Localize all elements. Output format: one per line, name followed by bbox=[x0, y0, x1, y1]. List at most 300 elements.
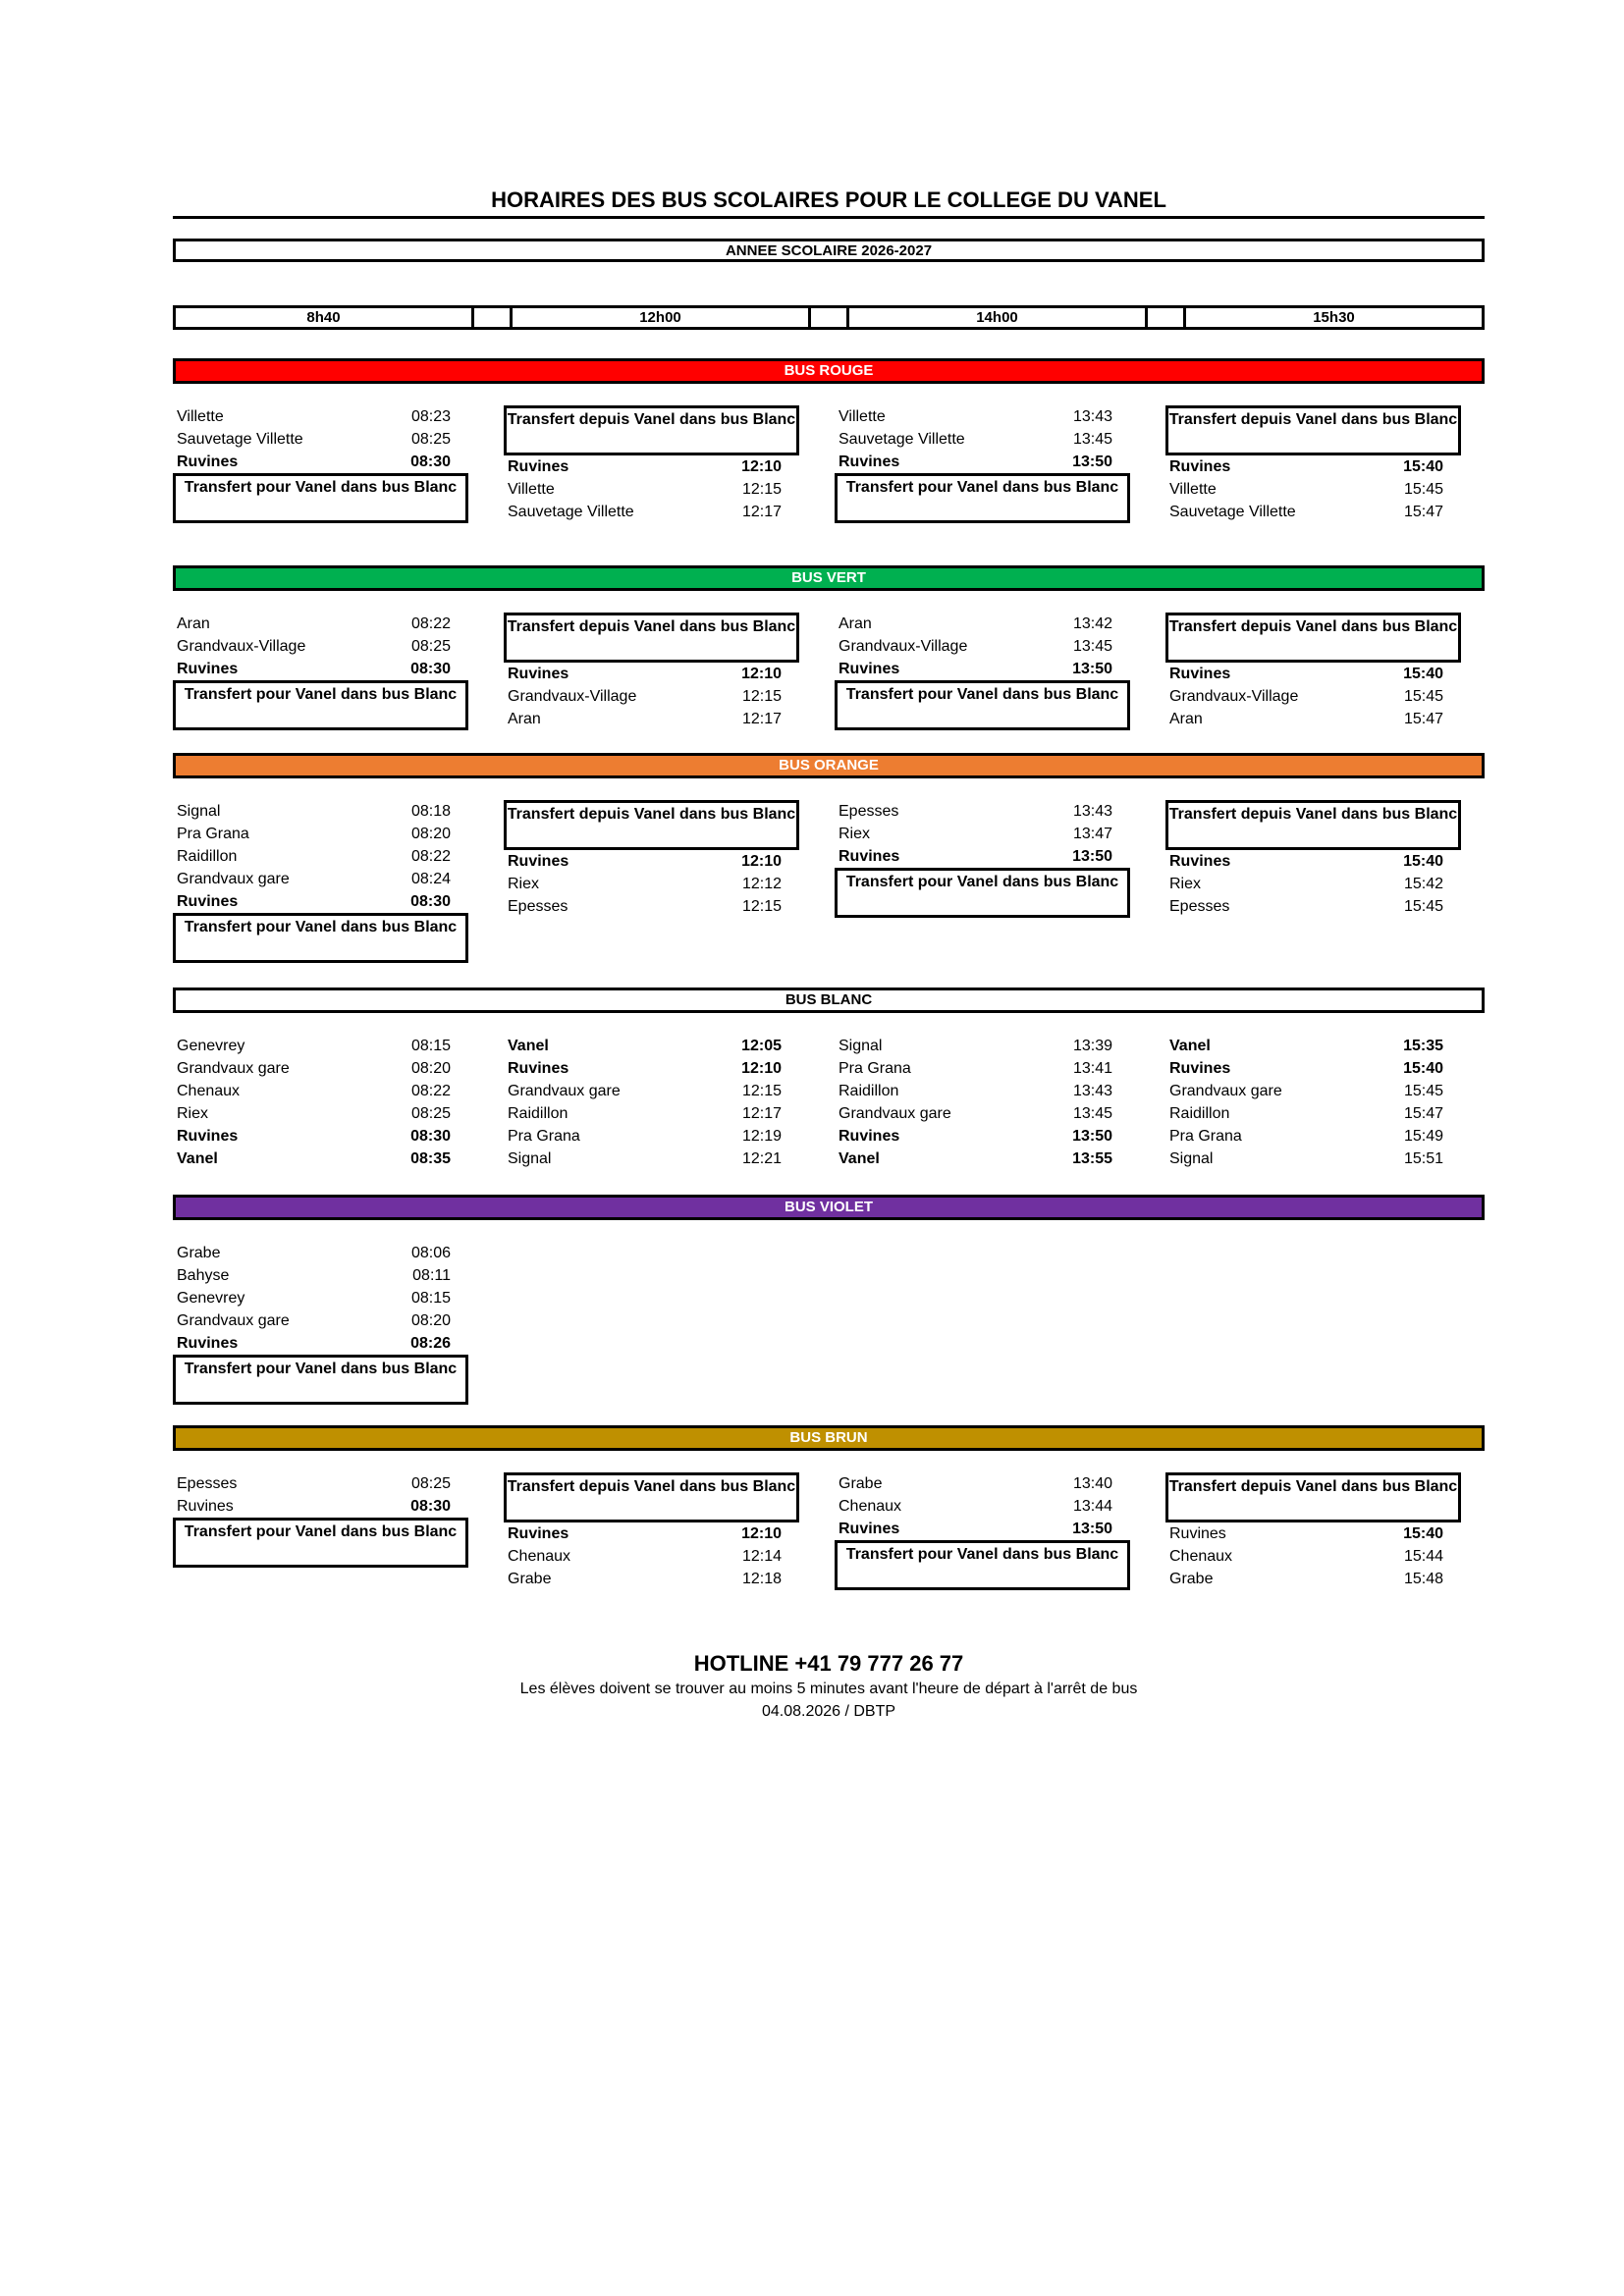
bus-route-section bbox=[173, 358, 1485, 523]
stop-time: 15:45 bbox=[1403, 898, 1443, 915]
time-slot-gap bbox=[808, 308, 846, 327]
schedule-column bbox=[173, 405, 468, 523]
stop-row bbox=[835, 428, 1130, 451]
stop-name: Grandvaux gare bbox=[1169, 1083, 1282, 1099]
stop-name: Ruvines bbox=[1169, 853, 1231, 870]
stop-name: Villette bbox=[1169, 481, 1217, 498]
stop-name: Villette bbox=[839, 408, 886, 425]
stop-name: Ruvines bbox=[508, 1060, 569, 1077]
stop-row bbox=[1165, 895, 1461, 918]
time-slot-gap bbox=[471, 308, 510, 327]
stop-row bbox=[173, 823, 468, 845]
stop-name: Bahyse bbox=[177, 1267, 230, 1284]
stop-name: Epesses bbox=[839, 803, 899, 820]
stop-time: 13:45 bbox=[1072, 638, 1112, 655]
stop-time: 15:48 bbox=[1403, 1571, 1443, 1587]
stop-row bbox=[504, 1057, 799, 1080]
stop-name: Ruvines bbox=[1169, 1525, 1226, 1542]
stop-time: 08:24 bbox=[410, 871, 451, 887]
stop-name: Riex bbox=[1169, 876, 1202, 892]
stop-time: 13:50 bbox=[1072, 454, 1112, 470]
stop-name: Signal bbox=[839, 1038, 883, 1054]
stop-time: 13:50 bbox=[1072, 848, 1112, 865]
stop-row bbox=[1165, 455, 1461, 478]
time-slot-3: 14h00 bbox=[846, 308, 1145, 327]
transfer-box: Transfert depuis Vanel dans bus Blanc bbox=[504, 800, 799, 850]
stop-name: Ruvines bbox=[508, 458, 569, 475]
stop-time: 08:22 bbox=[410, 1083, 451, 1099]
stop-row bbox=[173, 1125, 468, 1148]
stop-row bbox=[835, 800, 1130, 823]
stop-name: Aran bbox=[177, 615, 210, 632]
stop-name: Vanel bbox=[839, 1150, 880, 1167]
stop-row bbox=[1165, 1148, 1461, 1170]
stop-name: Genevrey bbox=[177, 1290, 245, 1307]
stop-row bbox=[835, 823, 1130, 845]
stop-time: 08:30 bbox=[410, 454, 451, 470]
stop-row bbox=[1165, 850, 1461, 873]
route-columns bbox=[173, 405, 1485, 523]
stop-row bbox=[1165, 663, 1461, 685]
stop-time: 08:18 bbox=[410, 803, 451, 820]
stop-name: Ruvines bbox=[1169, 458, 1231, 475]
stop-name: Aran bbox=[839, 615, 872, 632]
stop-time: 15:40 bbox=[1403, 1060, 1443, 1077]
stop-name: Riex bbox=[839, 826, 871, 842]
stop-name: Grandvaux gare bbox=[839, 1105, 951, 1122]
stop-name: Pra Grana bbox=[177, 826, 249, 842]
stop-row bbox=[835, 658, 1130, 680]
stop-row bbox=[835, 1148, 1130, 1170]
stop-name: Raidillon bbox=[177, 848, 238, 865]
stop-row bbox=[173, 1472, 468, 1495]
transfer-box: Transfert depuis Vanel dans bus Blanc bbox=[504, 613, 799, 663]
stop-time: 13:39 bbox=[1072, 1038, 1112, 1054]
stop-time: 15:40 bbox=[1403, 666, 1443, 682]
stop-row bbox=[1165, 1102, 1461, 1125]
stop-row bbox=[504, 685, 799, 708]
footer-note: Les élèves doivent se trouver au moins 5 minutes avant l'heure de départ à l'arrêt de bus bbox=[519, 1681, 1138, 1697]
stop-row bbox=[173, 845, 468, 868]
schedule-column bbox=[504, 800, 799, 963]
stop-name: Vanel bbox=[508, 1038, 549, 1054]
stop-time: 13:43 bbox=[1072, 1083, 1112, 1099]
hotline: HOTLINE +41 79 777 26 77 bbox=[693, 1651, 964, 1676]
schedule-column bbox=[504, 1242, 799, 1405]
stop-row bbox=[504, 478, 799, 501]
stop-time: 08:20 bbox=[410, 1060, 451, 1077]
bus-route-section bbox=[173, 1195, 1485, 1405]
stop-name: Riex bbox=[177, 1105, 209, 1122]
stop-name: Ruvines bbox=[177, 1335, 239, 1352]
stop-row bbox=[173, 405, 468, 428]
schedule-column bbox=[1165, 405, 1461, 523]
stop-time: 15:47 bbox=[1403, 1105, 1443, 1122]
stop-time: 08:25 bbox=[410, 638, 451, 655]
stop-row bbox=[835, 1035, 1130, 1057]
page-title: HORAIRES DES BUS SCOLAIRES POUR LE COLLEGE DU VANEL bbox=[491, 187, 1166, 212]
transfer-box: Transfert depuis Vanel dans bus Blanc bbox=[1165, 800, 1461, 850]
stop-row bbox=[504, 663, 799, 685]
schedule-column bbox=[504, 405, 799, 523]
stop-time: 08:23 bbox=[410, 408, 451, 425]
stop-row bbox=[835, 1102, 1130, 1125]
stop-time: 12:15 bbox=[741, 481, 782, 498]
stop-name: Signal bbox=[177, 803, 221, 820]
schedule-column bbox=[1165, 613, 1461, 730]
schedule-column bbox=[504, 1035, 799, 1170]
stop-time: 08:30 bbox=[410, 1128, 451, 1145]
stop-row bbox=[504, 1125, 799, 1148]
stop-name: Grandvaux-Village bbox=[1169, 688, 1299, 705]
stop-row bbox=[504, 1545, 799, 1568]
stop-name: Raidillon bbox=[839, 1083, 899, 1099]
stop-time: 08:30 bbox=[410, 893, 451, 910]
transfer-box: Transfert depuis Vanel dans bus Blanc bbox=[1165, 613, 1461, 663]
stop-row bbox=[173, 1309, 468, 1332]
bus-route-section bbox=[173, 753, 1485, 963]
schedule-column bbox=[835, 1035, 1130, 1170]
stop-row bbox=[173, 1332, 468, 1355]
stop-time: 15:35 bbox=[1403, 1038, 1443, 1054]
schedule-column bbox=[173, 1242, 468, 1405]
stop-name: Ruvines bbox=[508, 853, 569, 870]
timetable-page bbox=[173, 185, 1485, 1720]
stop-name: Chenaux bbox=[839, 1498, 902, 1515]
stop-row bbox=[173, 1242, 468, 1264]
stop-name: Raidillon bbox=[508, 1105, 568, 1122]
stop-row bbox=[835, 613, 1130, 635]
stop-name: Grabe bbox=[508, 1571, 552, 1587]
stop-name: Grandvaux-Village bbox=[177, 638, 306, 655]
stop-row bbox=[1165, 708, 1461, 730]
stop-name: Pra Grana bbox=[1169, 1128, 1242, 1145]
stop-time: 08:15 bbox=[410, 1038, 451, 1054]
stop-row bbox=[504, 708, 799, 730]
stop-row bbox=[1165, 501, 1461, 523]
stop-time: 13:50 bbox=[1072, 1521, 1112, 1537]
stop-row bbox=[1165, 685, 1461, 708]
stop-name: Grandvaux gare bbox=[177, 871, 290, 887]
stop-time: 13:47 bbox=[1072, 826, 1112, 842]
schedule-column bbox=[835, 613, 1130, 730]
schedule-column bbox=[1165, 800, 1461, 963]
stop-time: 12:17 bbox=[741, 711, 782, 727]
stop-row bbox=[1165, 1057, 1461, 1080]
stop-row bbox=[173, 1102, 468, 1125]
stop-row bbox=[173, 658, 468, 680]
stop-name: Ruvines bbox=[839, 1521, 900, 1537]
stop-row bbox=[835, 451, 1130, 473]
schedule-column bbox=[173, 800, 468, 963]
stop-row bbox=[504, 455, 799, 478]
stop-row bbox=[1165, 1545, 1461, 1568]
stop-name: Vanel bbox=[1169, 1038, 1211, 1054]
stop-name: Riex bbox=[508, 876, 540, 892]
stop-row bbox=[835, 845, 1130, 868]
stop-name: Villette bbox=[508, 481, 555, 498]
stop-name: Vanel bbox=[177, 1150, 218, 1167]
stop-time: 13:50 bbox=[1072, 661, 1112, 677]
stop-row bbox=[835, 635, 1130, 658]
stop-name: Ruvines bbox=[1169, 666, 1231, 682]
transfer-box: Transfert pour Vanel dans bus Blanc bbox=[835, 1540, 1130, 1590]
stop-name: Ruvines bbox=[508, 1525, 569, 1542]
stop-name: Signal bbox=[1169, 1150, 1214, 1167]
stop-row bbox=[835, 1495, 1130, 1518]
footer bbox=[173, 1650, 1485, 1723]
stop-name: Sauvetage Villette bbox=[508, 504, 634, 520]
stop-row bbox=[173, 1148, 468, 1170]
stop-time: 15:51 bbox=[1403, 1150, 1443, 1167]
stop-time: 08:30 bbox=[410, 661, 451, 677]
stop-row bbox=[173, 613, 468, 635]
stop-name: Ruvines bbox=[1169, 1060, 1231, 1077]
stop-row bbox=[1165, 1080, 1461, 1102]
stop-row bbox=[173, 1035, 468, 1057]
bus-route-section bbox=[173, 1425, 1485, 1590]
stop-row bbox=[173, 1057, 468, 1080]
stop-row bbox=[173, 800, 468, 823]
stop-time: 08:26 bbox=[410, 1335, 451, 1352]
stop-name: Ruvines bbox=[839, 1128, 900, 1145]
route-columns bbox=[173, 800, 1485, 963]
transfer-box: Transfert pour Vanel dans bus Blanc bbox=[835, 868, 1130, 918]
stop-name: Chenaux bbox=[508, 1548, 571, 1565]
footer-date: 04.08.2026 / DBTP bbox=[761, 1703, 896, 1720]
schedule-column bbox=[173, 1035, 468, 1170]
bus-route-section bbox=[173, 988, 1485, 1170]
transfer-box: Transfert pour Vanel dans bus Blanc bbox=[173, 913, 468, 963]
stop-time: 12:12 bbox=[741, 876, 782, 892]
stop-time: 08:11 bbox=[412, 1267, 451, 1284]
stop-row bbox=[835, 1518, 1130, 1540]
stop-time: 12:21 bbox=[741, 1150, 782, 1167]
route-banner: BUS VIOLET bbox=[173, 1195, 1485, 1220]
stop-name: Chenaux bbox=[177, 1083, 241, 1099]
schedule-column bbox=[835, 405, 1130, 523]
route-columns bbox=[173, 613, 1485, 730]
stop-time: 13:44 bbox=[1072, 1498, 1112, 1515]
stop-name: Aran bbox=[508, 711, 541, 727]
schedule-column bbox=[835, 800, 1130, 963]
stop-name: Epesses bbox=[508, 898, 568, 915]
stop-name: Epesses bbox=[1169, 898, 1230, 915]
stop-row bbox=[504, 1035, 799, 1057]
route-banner: BUS VERT bbox=[173, 565, 1485, 591]
stop-time: 15:42 bbox=[1403, 876, 1443, 892]
route-banner: BUS ORANGE bbox=[173, 753, 1485, 778]
stop-time: 08:20 bbox=[410, 1312, 451, 1329]
stop-time: 08:06 bbox=[410, 1245, 451, 1261]
transfer-box: Transfert depuis Vanel dans bus Blanc bbox=[1165, 405, 1461, 455]
stop-name: Grabe bbox=[839, 1475, 883, 1492]
stop-time: 12:10 bbox=[741, 1060, 782, 1077]
stop-name: Chenaux bbox=[1169, 1548, 1233, 1565]
transfer-box: Transfert pour Vanel dans bus Blanc bbox=[173, 1518, 468, 1568]
transfer-box: Transfert depuis Vanel dans bus Blanc bbox=[1165, 1472, 1461, 1522]
stop-name: Grandvaux gare bbox=[177, 1060, 290, 1077]
stop-name: Grandvaux gare bbox=[177, 1312, 290, 1329]
stop-name: Ruvines bbox=[839, 454, 900, 470]
stop-time: 08:25 bbox=[410, 1105, 451, 1122]
stop-time: 12:10 bbox=[741, 458, 782, 475]
schedule-column bbox=[504, 1472, 799, 1590]
stop-name: Sauvetage Villette bbox=[177, 431, 303, 448]
stop-row bbox=[173, 890, 468, 913]
stop-row bbox=[1165, 1035, 1461, 1057]
stop-time: 12:15 bbox=[741, 898, 782, 915]
stop-row bbox=[173, 428, 468, 451]
stop-name: Aran bbox=[1169, 711, 1203, 727]
transfer-box: Transfert pour Vanel dans bus Blanc bbox=[173, 680, 468, 730]
stop-name: Grandvaux gare bbox=[508, 1083, 621, 1099]
schedule-column bbox=[1165, 1035, 1461, 1170]
stop-time: 13:42 bbox=[1072, 615, 1112, 632]
stop-name: Genevrey bbox=[177, 1038, 245, 1054]
schedule-column bbox=[173, 613, 468, 730]
stop-row bbox=[173, 635, 468, 658]
stop-time: 13:40 bbox=[1072, 1475, 1112, 1492]
stop-time: 08:35 bbox=[410, 1150, 451, 1167]
stop-row bbox=[504, 501, 799, 523]
stop-time: 08:25 bbox=[410, 431, 451, 448]
stop-name: Ruvines bbox=[839, 661, 900, 677]
stop-time: 08:15 bbox=[410, 1290, 451, 1307]
schedule-column bbox=[835, 1242, 1130, 1405]
transfer-box: Transfert depuis Vanel dans bus Blanc bbox=[504, 405, 799, 455]
stop-time: 12:10 bbox=[741, 666, 782, 682]
stop-name: Signal bbox=[508, 1150, 552, 1167]
stop-row bbox=[173, 868, 468, 890]
route-banner: BUS BRUN bbox=[173, 1425, 1485, 1451]
stop-name: Pra Grana bbox=[839, 1060, 911, 1077]
stop-row bbox=[173, 1287, 468, 1309]
stop-time: 12:15 bbox=[741, 1083, 782, 1099]
transfer-box: Transfert pour Vanel dans bus Blanc bbox=[173, 1355, 468, 1405]
stop-name: Ruvines bbox=[177, 454, 239, 470]
stop-name: Grabe bbox=[1169, 1571, 1214, 1587]
stop-row bbox=[1165, 478, 1461, 501]
time-slot-gap bbox=[1145, 308, 1183, 327]
stop-row bbox=[1165, 1125, 1461, 1148]
stop-row bbox=[173, 1495, 468, 1518]
stop-name: Sauvetage Villette bbox=[1169, 504, 1296, 520]
schedule-column bbox=[504, 613, 799, 730]
schedule-column bbox=[835, 1472, 1130, 1590]
stop-time: 15:40 bbox=[1403, 853, 1443, 870]
stop-time: 12:15 bbox=[741, 688, 782, 705]
stop-name: Ruvines bbox=[177, 893, 239, 910]
stop-time: 08:25 bbox=[410, 1475, 451, 1492]
time-slot-header bbox=[173, 305, 1485, 330]
stop-time: 13:43 bbox=[1072, 803, 1112, 820]
stop-time: 12:10 bbox=[741, 853, 782, 870]
stop-row bbox=[504, 1522, 799, 1545]
stop-time: 08:22 bbox=[410, 615, 451, 632]
stop-time: 13:45 bbox=[1072, 1105, 1112, 1122]
stop-time: 08:20 bbox=[410, 826, 451, 842]
stop-time: 15:44 bbox=[1403, 1548, 1443, 1565]
stop-time: 15:40 bbox=[1403, 1525, 1443, 1542]
stop-row bbox=[835, 1080, 1130, 1102]
transfer-box: Transfert pour Vanel dans bus Blanc bbox=[173, 473, 468, 523]
route-banner: BUS ROUGE bbox=[173, 358, 1485, 384]
stop-time: 12:10 bbox=[741, 1525, 782, 1542]
time-slot-4: 15h30 bbox=[1183, 308, 1482, 327]
stop-time: 12:14 bbox=[741, 1548, 782, 1565]
stop-row bbox=[504, 873, 799, 895]
stop-time: 13:45 bbox=[1072, 431, 1112, 448]
title-rule bbox=[173, 216, 1485, 219]
stop-row bbox=[173, 1080, 468, 1102]
stop-row bbox=[504, 1568, 799, 1590]
stop-row bbox=[504, 1102, 799, 1125]
stop-time: 15:45 bbox=[1403, 481, 1443, 498]
schedule-column bbox=[173, 1472, 468, 1590]
schedule-column bbox=[1165, 1472, 1461, 1590]
stop-time: 15:40 bbox=[1403, 458, 1443, 475]
stop-name: Raidillon bbox=[1169, 1105, 1230, 1122]
time-slot-2: 12h00 bbox=[510, 308, 808, 327]
stop-name: Ruvines bbox=[177, 1128, 239, 1145]
stop-name: Grandvaux-Village bbox=[508, 688, 637, 705]
stop-row bbox=[1165, 1522, 1461, 1545]
transfer-box: Transfert pour Vanel dans bus Blanc bbox=[835, 680, 1130, 730]
stop-time: 12:17 bbox=[741, 1105, 782, 1122]
stop-row bbox=[1165, 873, 1461, 895]
schedule-column bbox=[1165, 1242, 1461, 1405]
stop-name: Grabe bbox=[177, 1245, 221, 1261]
stop-name: Villette bbox=[177, 408, 224, 425]
stop-name: Ruvines bbox=[177, 1498, 234, 1515]
stop-time: 12:18 bbox=[741, 1571, 782, 1587]
stop-row bbox=[835, 1125, 1130, 1148]
route-columns bbox=[173, 1242, 1485, 1405]
stop-row bbox=[504, 1148, 799, 1170]
route-columns bbox=[173, 1035, 1485, 1170]
stop-time: 08:30 bbox=[410, 1498, 451, 1515]
transfer-box: Transfert pour Vanel dans bus Blanc bbox=[835, 473, 1130, 523]
stop-name: Ruvines bbox=[177, 661, 239, 677]
transfer-box: Transfert depuis Vanel dans bus Blanc bbox=[504, 1472, 799, 1522]
stop-row bbox=[173, 1264, 468, 1287]
stop-time: 13:50 bbox=[1072, 1128, 1112, 1145]
stop-time: 13:41 bbox=[1072, 1060, 1112, 1077]
stop-name: Epesses bbox=[177, 1475, 238, 1492]
stop-time: 15:45 bbox=[1403, 688, 1443, 705]
stop-time: 15:45 bbox=[1403, 1083, 1443, 1099]
route-columns bbox=[173, 1472, 1485, 1590]
stop-row bbox=[504, 1080, 799, 1102]
stop-row bbox=[504, 850, 799, 873]
route-banner: BUS BLANC bbox=[173, 988, 1485, 1013]
stop-time: 08:22 bbox=[410, 848, 451, 865]
bus-route-section bbox=[173, 565, 1485, 730]
stop-name: Sauvetage Villette bbox=[839, 431, 965, 448]
stop-time: 12:19 bbox=[741, 1128, 782, 1145]
stop-name: Ruvines bbox=[839, 848, 900, 865]
stop-name: Pra Grana bbox=[508, 1128, 580, 1145]
stop-time: 15:47 bbox=[1403, 504, 1443, 520]
school-year: ANNEE SCOLAIRE 2026-2027 bbox=[173, 239, 1485, 262]
stop-name: Grandvaux-Village bbox=[839, 638, 968, 655]
stop-time: 12:17 bbox=[741, 504, 782, 520]
stop-time: 15:49 bbox=[1403, 1128, 1443, 1145]
stop-row bbox=[835, 405, 1130, 428]
stop-row bbox=[835, 1472, 1130, 1495]
stop-row bbox=[835, 1057, 1130, 1080]
